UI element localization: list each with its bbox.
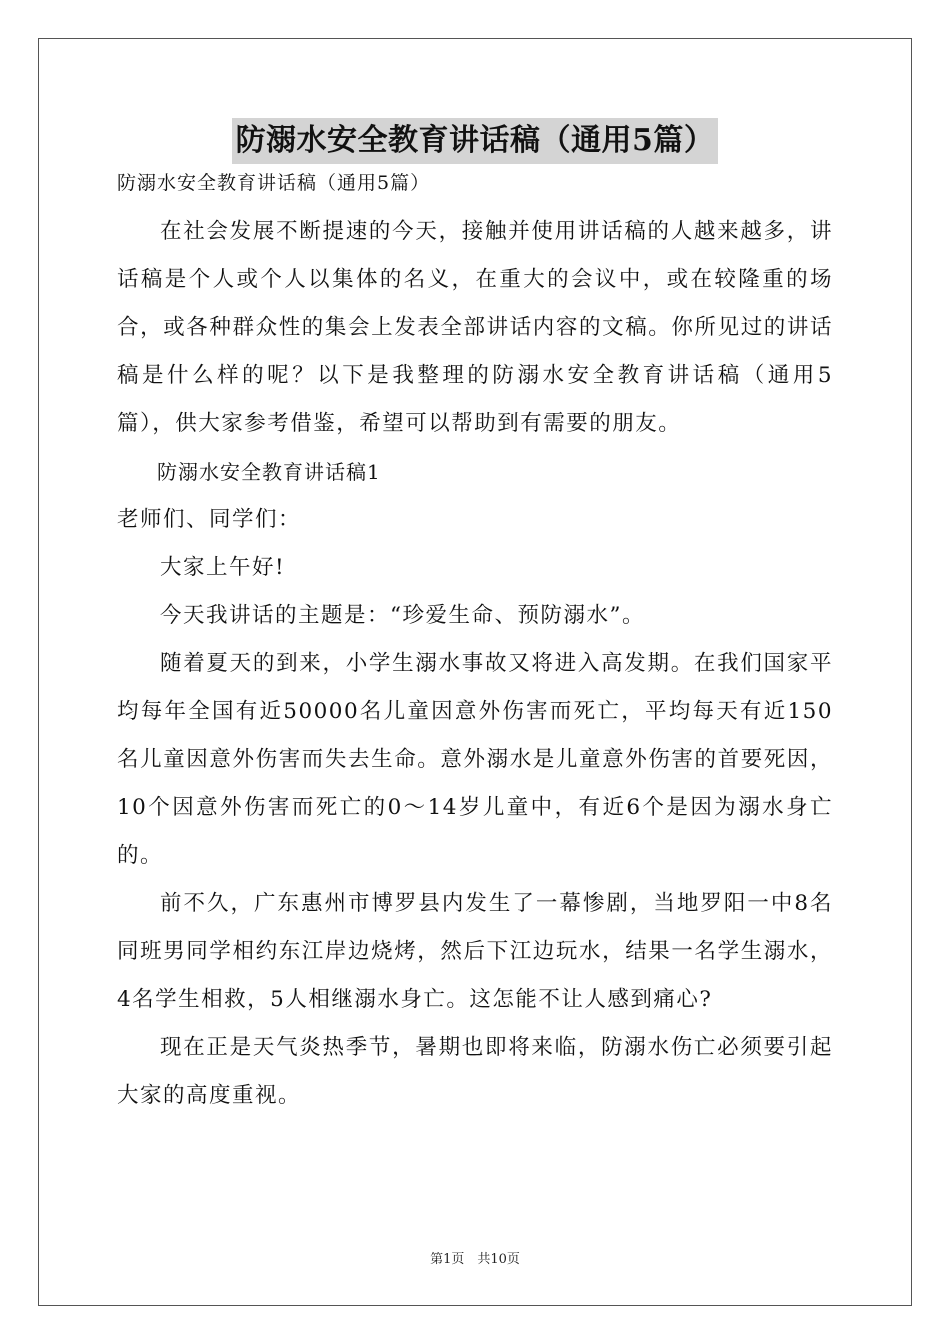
document-body	[117, 118, 833, 1120]
section-heading: 防溺水安全教育讲话稿1	[157, 460, 381, 484]
document-title: 防溺水安全教育讲话稿（通用5篇）	[232, 118, 719, 164]
document-subtitle: 防溺水安全教育讲话稿（通用5篇）	[117, 172, 431, 194]
greeting: 大家上午好!	[160, 555, 286, 580]
intro-paragraph: 在社会发展不断提速的今天，接触并使用讲话稿的人越来越多，讲话稿是个人或个人以集体的名义，在重大的会议中，或在较隆重的场合，或各种群众性的集会上发表全部讲话内容的文稿。你所见过的讲话稿是什么样的呢？以下是我整理的防溺水安全教育讲话稿（通用5篇），供大家参考借鉴，希望可以帮助到有需要的朋友。	[117, 219, 833, 436]
salutation: 老师们、同学们：	[117, 507, 302, 532]
page-number: 第1页 共10页	[430, 1252, 520, 1267]
body-paragraph: 前不久，广东惠州市博罗县内发生了一幕惨剧，当地罗阳一中8名同班男同学相约东江岸边烧烤，然后下江边玩水，结果一名学生溺水，4名学生相救，5人相继溺水身亡。这怎能不让人感到痛心?	[117, 891, 833, 1012]
topic-paragraph: 今天我讲话的主题是：“珍爱生命、预防溺水”。	[160, 603, 645, 628]
body-paragraph: 随着夏天的到来，小学生溺水事故又将进入高发期。在我们国家平均每年全国有近50000名儿童因意外伤害而死亡，平均每天有近150名儿童因意外伤害而失去生命。意外溺水是儿童意外伤害的首要死因，10个因意外伤害而死亡的0～14岁儿童中，有近6个是因为溺水身亡的。	[117, 651, 833, 868]
body-paragraph: 现在正是天气炎热季节，暑期也即将来临，防溺水伤亡必须要引起大家的高度重视。	[117, 1035, 833, 1108]
title-wrap	[117, 118, 833, 170]
